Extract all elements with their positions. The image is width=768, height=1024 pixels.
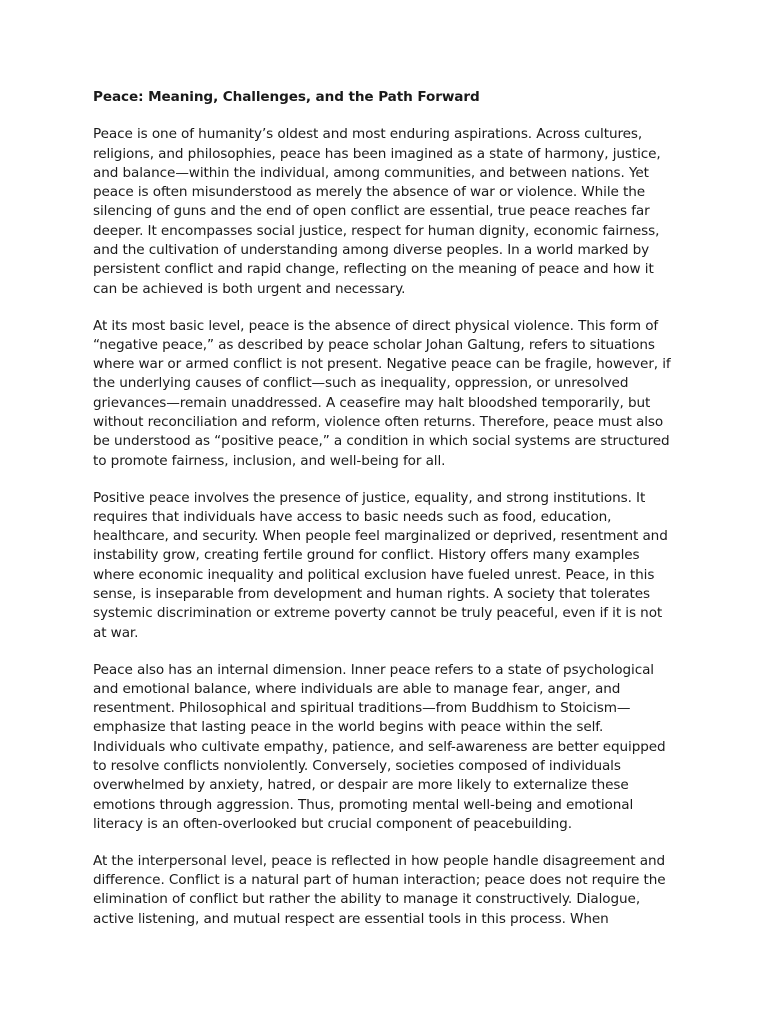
paragraph: At the interpersonal level, peace is reflected in how people handle disagreement and difference. Conflict is a natural part of human interaction; peace does not require the elimination of conflict but rather the ability to manage it constructively. Dialogue, active listening, and mutual respect are essential tools in this process. When — [93, 852, 666, 927]
paragraph: Peace is one of humanity’s oldest and most enduring aspirations. Across cultures, religions, and philosophies, peace has been imagined as a state of harmony, justice, and balance—within the individual, among communities, and between nations. Yet peace is often misunderstood as merely the absence of war or violence. While the silencing of guns and the end of open conflict are essential, true peace reaches far deeper. It encompasses social justice, respect for human dignity, economic fairness, and the cultivation of understanding among diverse peoples. In a world marked by persistent conflict and rapid change, reflecting on the meaning of peace and how it can be achieved is both urgent and necessary. — [93, 126, 661, 297]
paragraph: Peace also has an internal dimension. Inner peace refers to a state of psychological and emotional balance, where individuals are able to manage fear, anger, and resentment. Philosophical and spiritual traditions—from Buddhism to Stoicism—emphasize that lasting peace in the world begins with peace within the self. Individuals who cultivate empathy, patience, and self-awareness are better equipped to resolve conflicts nonviolently. Conversely, societies composed of individuals overwhelmed by anxiety, hatred, or despair are more likely to externalize these emotions through aggression. Thus, promoting mental well-being and emotional literacy is an often-overlooked but crucial component of peacebuilding. — [93, 661, 666, 832]
paragraph: At its most basic level, peace is the absence of direct physical violence. This form of “negative peace,” as described by peace scholar Johan Galtung, refers to situations where war or armed conflict is not present. Negative peace can be fragile, however, if the underlying causes of conflict—such as inequality, oppression, or unresolved grievances—remain unaddressed. A ceasefire may halt bloodshed temporarily, but without reconciliation and reform, violence often returns. Therefore, peace must also be understood as “positive peace,” a condition in which social systems are structured to promote fairness, inclusion, and well-being for all. — [93, 317, 671, 469]
document-title: Peace: Meaning, Challenges, and the Path Forward — [93, 89, 480, 105]
paragraph: Positive peace involves the presence of justice, equality, and strong institutions. It requires that individuals have access to basic needs such as food, education, healthcare, and security. When people feel marginalized or deprived, resentment and instability grow, creating fertile ground for conflict. History offers many examples where economic inequality and political exclusion have fueled unrest. Peace, in this sense, is inseparable from development and human rights. A society that tolerates systemic discrimination or extreme poverty cannot be truly peaceful, even if it is not at war. — [93, 489, 668, 641]
document-body — [93, 88, 677, 947]
